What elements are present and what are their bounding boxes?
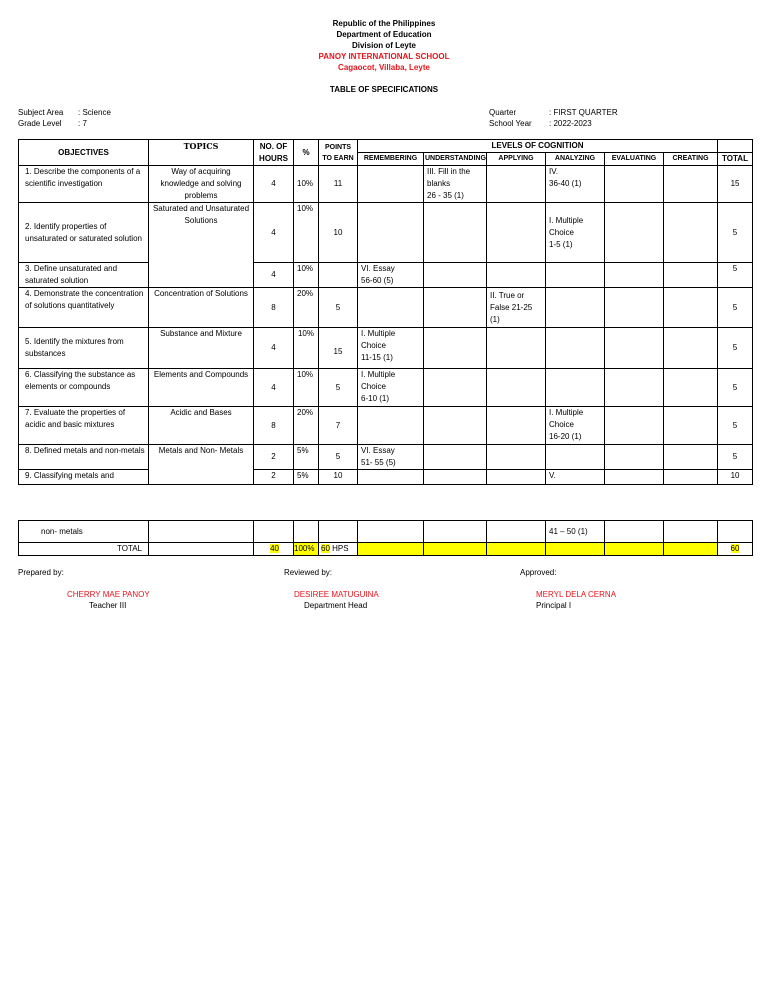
remembering-cell	[358, 470, 424, 485]
approved-label: Approved:	[520, 568, 557, 577]
meta-left	[18, 107, 111, 129]
understanding-cell: III. Fill in the blanks 26 - 35 (1)	[424, 166, 487, 203]
objective-cell: 3. Define unsaturated and saturated solution	[19, 263, 149, 288]
quarter-value: : FIRST QUARTER	[549, 108, 618, 117]
total-percent: 100%	[294, 543, 319, 556]
table-row	[19, 521, 753, 543]
hours-cell: 2	[254, 445, 294, 470]
year-value: : 2022-2023	[549, 119, 592, 128]
hours-cell: 2	[254, 470, 294, 485]
remembering-cell	[358, 543, 424, 556]
understanding-cell	[424, 521, 487, 543]
evaluating-cell	[605, 470, 664, 485]
remembering-cell: VI. Essay 51- 55 (5)	[358, 445, 424, 470]
analyzing-cell	[546, 369, 605, 407]
table-row	[19, 166, 753, 203]
hours-cell: 4	[254, 263, 294, 288]
topic-cell	[149, 521, 254, 543]
analyzing-cell: IV. 36-40 (1)	[546, 166, 605, 203]
total-points: 60	[321, 544, 330, 553]
applying-cell	[487, 445, 546, 470]
table-row	[19, 263, 753, 288]
total-cell: 5	[718, 445, 753, 470]
prepared-title: Teacher III	[89, 601, 127, 610]
topic-cell: Concentration of Solutions	[149, 288, 254, 328]
remembering-cell	[358, 521, 424, 543]
remembering-cell	[358, 166, 424, 203]
evaluating-cell	[605, 521, 664, 543]
objective-cell: 4. Demonstrate the concentration of solutions quantitatively	[19, 288, 149, 328]
hours-cell: 8	[254, 407, 294, 445]
applying-cell	[487, 263, 546, 288]
creating-cell	[664, 203, 718, 263]
school-name: PANOY INTERNATIONAL SCHOOL	[318, 52, 450, 61]
creating-cell	[664, 543, 718, 556]
creating-cell	[664, 288, 718, 328]
deped-line: Department of Education	[336, 30, 432, 39]
analyzing-cell	[546, 263, 605, 288]
hours-cell	[254, 521, 294, 543]
grade-label: Grade Level	[18, 119, 62, 128]
creating-cell	[664, 263, 718, 288]
applying-cell: II. True or False 21-25 (1)	[487, 288, 546, 328]
hps-label: HPS	[332, 544, 349, 553]
col-creating: CREATING	[664, 153, 718, 166]
percent-cell: 10%	[294, 328, 319, 369]
reviewed-title: Department Head	[304, 601, 368, 610]
applying-cell	[487, 203, 546, 263]
total-cell: 5	[718, 328, 753, 369]
republic-line: Republic of the Philippines	[332, 19, 436, 28]
col-evaluating: EVALUATING	[605, 153, 664, 166]
evaluating-cell	[605, 543, 664, 556]
understanding-cell	[424, 369, 487, 407]
points-cell: 10	[319, 470, 358, 485]
col-points: POINTS TO EARN	[319, 140, 358, 166]
objective-cell: 1. Describe the components of a scientific investigation	[19, 166, 149, 203]
approved-title: Principal I	[536, 601, 572, 610]
col-analyzing: ANALYZING	[546, 153, 605, 166]
analyzing-cell	[546, 543, 605, 556]
topic-cell: Saturated and Unsaturated Solutions	[149, 203, 254, 288]
col-hours: NO. OF HOURS	[254, 140, 294, 166]
table-row	[19, 369, 753, 407]
understanding-cell	[424, 543, 487, 556]
approved-name: MERYL DELA CERNA	[536, 590, 617, 599]
objective-cell: 8. Defined metals and non-metals	[19, 445, 149, 470]
specification-table	[18, 139, 753, 485]
points-cell	[319, 263, 358, 288]
understanding-cell	[424, 263, 487, 288]
grand-total: 60	[730, 544, 740, 553]
hours-cell: 8	[254, 288, 294, 328]
subject-label: Subject Area	[18, 108, 64, 117]
percent-cell: 20%	[294, 407, 319, 445]
topic-cell: Metals and Non- Metals	[149, 445, 254, 485]
table-row	[19, 470, 753, 485]
total-hours: 40	[270, 544, 279, 553]
remembering-cell: I. Multiple Choice 6-10 (1)	[358, 369, 424, 407]
table-row	[19, 203, 753, 263]
hours-cell: 4	[254, 203, 294, 263]
col-objectives: OBJECTIVES	[19, 140, 149, 166]
total-points-cell	[319, 543, 358, 556]
col-applying: APPLYING	[487, 153, 546, 166]
evaluating-cell	[605, 288, 664, 328]
table-row	[19, 445, 753, 470]
evaluating-cell	[605, 203, 664, 263]
points-cell	[319, 521, 358, 543]
understanding-cell	[424, 203, 487, 263]
total-cell: 5	[718, 407, 753, 445]
total-cell: 5	[718, 369, 753, 407]
understanding-cell	[424, 288, 487, 328]
reviewed-name: DESIREE MATUGUINA	[294, 590, 379, 599]
table-row	[19, 288, 753, 328]
hours-cell: 4	[254, 166, 294, 203]
creating-cell	[664, 166, 718, 203]
applying-cell	[487, 166, 546, 203]
creating-cell	[664, 369, 718, 407]
analyzing-cell: I. Multiple Choice 1-5 (1)	[546, 203, 605, 263]
understanding-cell	[424, 328, 487, 369]
col-total: TOTAL	[718, 153, 753, 166]
remembering-cell	[358, 288, 424, 328]
points-cell: 5	[319, 369, 358, 407]
remembering-cell: VI. Essay 56-60 (5)	[358, 263, 424, 288]
total-hours-cell	[254, 543, 294, 556]
percent-cell: 10%	[294, 166, 319, 203]
remembering-cell	[358, 203, 424, 263]
doc-title: TABLE OF SPECIFICATIONS	[329, 85, 439, 94]
objective-cell: 5. Identify the mixtures from substances	[19, 328, 149, 369]
objective-cell: 2. Identify properties of unsaturated or saturated solution	[19, 203, 149, 263]
remembering-cell	[358, 407, 424, 445]
percent-cell	[294, 521, 319, 543]
creating-cell	[664, 407, 718, 445]
topic-cell: Elements and Compounds	[149, 369, 254, 407]
grand-total-cell	[718, 543, 753, 556]
division-line: Division of Leyte	[351, 41, 416, 50]
topic-cell: Acidic and Bases	[149, 407, 254, 445]
meta-right	[489, 107, 618, 129]
applying-cell	[487, 407, 546, 445]
evaluating-cell	[605, 445, 664, 470]
doc-header	[0, 18, 768, 73]
year-label: School Year	[489, 119, 532, 128]
points-cell: 15	[319, 328, 358, 369]
applying-cell	[487, 369, 546, 407]
total-cell: 10	[718, 470, 753, 485]
points-cell: 5	[319, 445, 358, 470]
evaluating-cell	[605, 328, 664, 369]
percent-cell: 10%	[294, 369, 319, 407]
percent-cell: 20%	[294, 288, 319, 328]
creating-cell	[664, 521, 718, 543]
prepared-name: CHERRY MAE PANOY	[67, 590, 150, 599]
percent-cell: 5%	[294, 470, 319, 485]
quarter-label: Quarter	[489, 108, 517, 117]
total-cell: 5	[718, 288, 753, 328]
percent-cell: 5%	[294, 445, 319, 470]
objective-cell: 9. Classifying metals and	[19, 470, 149, 485]
col-remembering: REMEMBERING	[358, 153, 424, 166]
hours-cell: 4	[254, 328, 294, 369]
total-row	[19, 543, 753, 556]
total-header-top	[718, 140, 753, 153]
objective-cell: 6. Classifying the substance as elements or compounds	[19, 369, 149, 407]
objective-cell: non- metals	[19, 521, 149, 543]
creating-cell	[664, 328, 718, 369]
total-cell: 5	[718, 203, 753, 263]
analyzing-cell: I. Multiple Choice 16-20 (1)	[546, 407, 605, 445]
topic-cell	[149, 543, 254, 556]
col-understanding: UNDERSTANDING	[424, 153, 487, 166]
analyzing-cell	[546, 328, 605, 369]
applying-cell	[487, 328, 546, 369]
table-row	[19, 407, 753, 445]
reviewed-label: Reviewed by:	[284, 568, 333, 577]
points-cell: 11	[319, 166, 358, 203]
understanding-cell	[424, 407, 487, 445]
prepared-label: Prepared by:	[18, 568, 64, 577]
evaluating-cell	[605, 166, 664, 203]
total-cell	[718, 521, 753, 543]
percent-cell: 10%	[294, 263, 319, 288]
school-address: Cagaocot, Villaba, Leyte	[338, 63, 430, 72]
grade-value: : 7	[78, 119, 87, 128]
creating-cell	[664, 445, 718, 470]
creating-cell	[664, 470, 718, 485]
topic-cell: Way of acquiring knowledge and solving problems	[149, 166, 254, 203]
topic-cell: Substance and Mixture	[149, 328, 254, 369]
subject-value: : Science	[78, 108, 111, 117]
evaluating-cell	[605, 369, 664, 407]
applying-cell	[487, 543, 546, 556]
total-cell: 5	[718, 263, 753, 288]
analyzing-cell: 41 – 50 (1)	[546, 521, 605, 543]
continuation-table	[18, 520, 753, 556]
analyzing-cell: V.	[546, 470, 605, 485]
analyzing-cell	[546, 445, 605, 470]
evaluating-cell	[605, 263, 664, 288]
applying-cell	[487, 521, 546, 543]
points-cell: 5	[319, 288, 358, 328]
applying-cell	[487, 470, 546, 485]
objective-cell: 7. Evaluate the properties of acidic and basic mixtures	[19, 407, 149, 445]
remembering-cell: I. Multiple Choice 11-15 (1)	[358, 328, 424, 369]
analyzing-cell	[546, 288, 605, 328]
points-cell: 7	[319, 407, 358, 445]
understanding-cell	[424, 470, 487, 485]
levels-of-cognition: LEVELS OF COGNITION	[358, 140, 718, 153]
evaluating-cell	[605, 407, 664, 445]
table-row	[19, 328, 753, 369]
percent-cell: 10%	[294, 203, 319, 263]
understanding-cell	[424, 445, 487, 470]
total-cell: 15	[718, 166, 753, 203]
total-label: TOTAL	[19, 543, 149, 556]
hours-cell: 4	[254, 369, 294, 407]
points-cell: 10	[319, 203, 358, 263]
col-percent: %	[294, 140, 319, 166]
col-topics: TOPICS	[149, 140, 254, 166]
